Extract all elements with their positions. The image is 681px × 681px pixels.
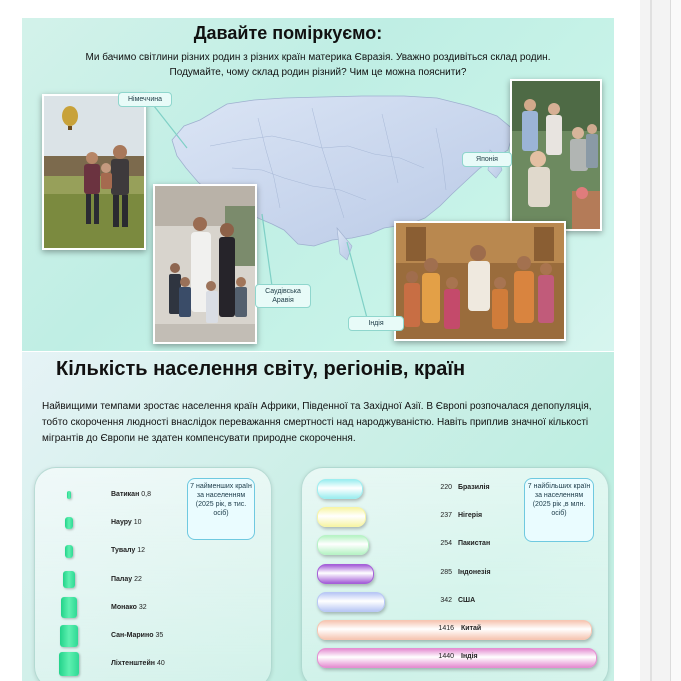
callout-india: Індія (348, 316, 404, 331)
slide-subtitle (32, 50, 604, 80)
germany-family-photo (42, 94, 146, 250)
slide-title: Давайте поміркуємо: (193, 23, 383, 43)
country-name: Монако (111, 603, 139, 611)
large-country-bar (317, 564, 374, 584)
country-value: 22 (134, 575, 142, 583)
country-name: Бразилія (458, 484, 490, 491)
country-value: 1440 (438, 653, 454, 661)
country-value: 32 (138, 603, 147, 611)
country-name: Тувалу (111, 547, 138, 555)
smallest-countries-panel (34, 467, 272, 681)
country-value: 0,8 (141, 491, 151, 498)
country-value: 220 (440, 484, 452, 491)
small-country-bar (63, 571, 76, 588)
country-value: 285 (440, 568, 452, 576)
slide-discussion[interactable] (22, 18, 614, 351)
small-country-label (111, 547, 145, 554)
small-country-bar (59, 652, 79, 676)
small-country-bar (61, 597, 78, 618)
country-value: 342 (440, 596, 452, 604)
large-country-bar (317, 620, 592, 640)
slide-divider (650, 0, 652, 681)
small-country-bar (65, 517, 73, 529)
large-country-bar (317, 507, 366, 527)
country-name: Індія (461, 653, 478, 661)
country-name: Нігерія (458, 512, 483, 520)
small-country-bar (65, 545, 74, 558)
small-country-label (111, 660, 165, 667)
next-slide-edge (670, 0, 681, 681)
largest-countries-note: 7 найбільших країн за населенням (2025 рік ,в млн. осіб) (524, 478, 594, 542)
country-name: Ліхтенштейн (111, 660, 157, 668)
country-value: 237 (440, 512, 452, 520)
country-value: 1416 (438, 625, 454, 632)
callout-japan: Японія (462, 152, 512, 167)
country-value: 40 (156, 660, 165, 668)
large-country-bar (317, 592, 385, 612)
large-country-bar (317, 648, 597, 668)
country-value: 35 (155, 632, 164, 639)
small-country-label (111, 604, 147, 611)
small-country-label (111, 576, 142, 583)
large-country-bar (317, 479, 363, 499)
country-name: Індонезія (458, 568, 491, 576)
saudi-family-photo (153, 184, 257, 344)
country-name: США (458, 596, 476, 604)
callout-germany: Німеччина (118, 92, 172, 107)
india-family-photo (394, 221, 566, 341)
callout-saudi-arabia: Саудівська Аравія (255, 284, 311, 308)
country-value: 254 (440, 540, 452, 548)
slide-title: Кількість населення світу, регіонів, країн (56, 358, 466, 380)
small-country-label (111, 491, 151, 498)
subtitle-line-2: Подумайте, чому склад родин різний? Чим це можна пояснити? (169, 67, 467, 78)
largest-countries-panel (301, 467, 609, 681)
japan-family-photo (510, 79, 602, 231)
country-value: 12 (137, 547, 145, 555)
slide-population[interactable] (22, 352, 614, 681)
country-name: Палау (111, 575, 135, 583)
small-country-label (111, 519, 142, 526)
small-country-bar (67, 491, 71, 499)
slide-paragraph: Найвищими темпами зростає населення країн Африки, Південної та Західної Азії. В Європі розпочалася депопуляція, тобто скорочення людності внаслідок переважання смертності над народжуваністю. Навіть приплив значної кількості мігрантів до Європи не здатен компенсувати природне скорочення. (42, 401, 592, 444)
country-name: Китай (461, 625, 482, 632)
small-country-bar (60, 625, 78, 647)
country-name: Сан-Марино (111, 632, 156, 639)
page-margin-left (0, 0, 22, 681)
next-slide-thumbnail[interactable] (640, 0, 681, 681)
large-country-bar (317, 535, 369, 555)
country-value: 10 (133, 519, 142, 527)
small-country-label (111, 632, 163, 639)
subtitle-line-1: Ми бачимо світлини різних родин з різних країн материка Євразія. Уважно роздивіться склад родин. (85, 52, 551, 63)
country-name: Науру (111, 519, 134, 527)
country-name: Ватикан (111, 491, 142, 498)
country-name: Пакистан (458, 540, 491, 548)
smallest-countries-note: 7 найменших країн за населенням (2025 рік, в тис. осіб) (187, 478, 255, 540)
